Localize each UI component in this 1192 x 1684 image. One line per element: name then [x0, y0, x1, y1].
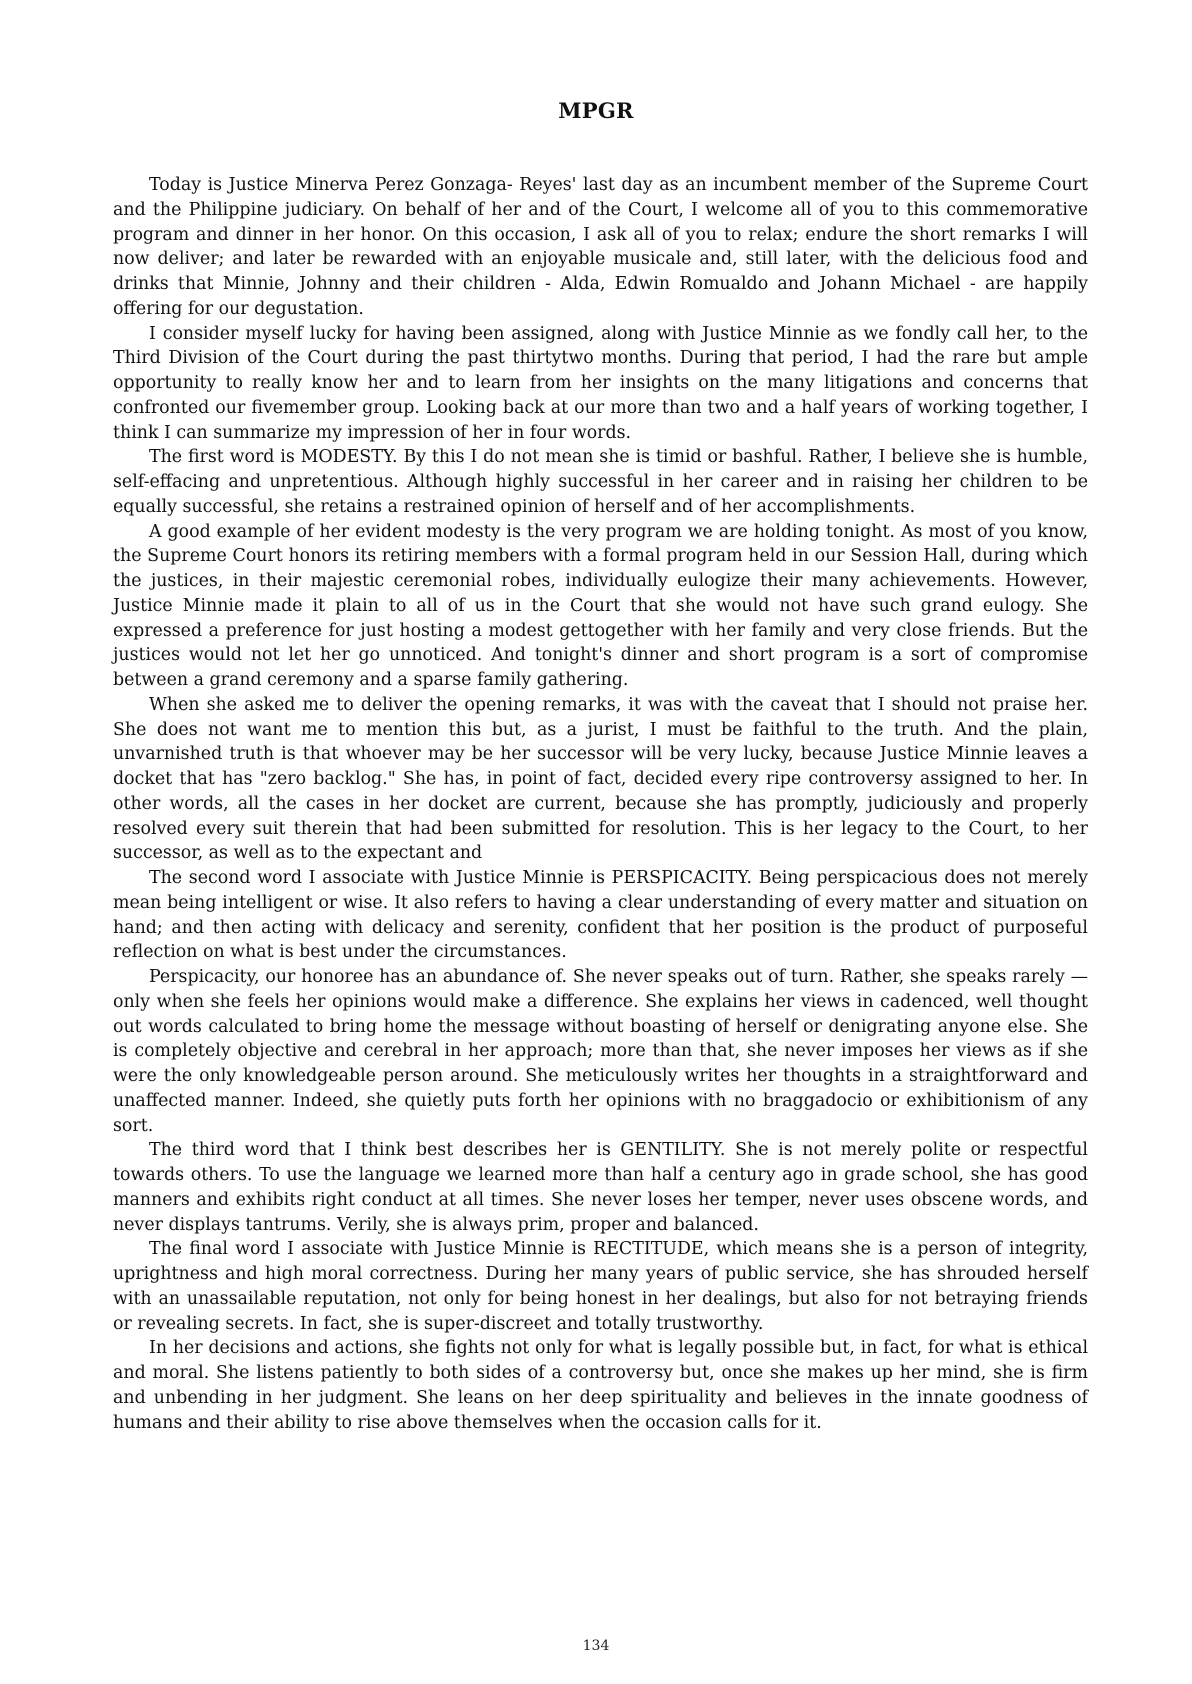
page-number: 134 [582, 1638, 610, 1654]
paragraph: In her decisions and actions, she fights not only for what is legally possible but, in fact, for what is ethical and moral. She listens patiently to both sides of a controversy but, once she makes up her mind, she is firm and unbending in her judgment. She leans on her deep spirituality and believes in the innate goodness of humans and their ability to rise above themselves when the occasion calls for it. [113, 1338, 1088, 1433]
paragraph: The first word is MODESTY. By this I do not mean she is timid or bashful. Rather, I believe she is humble, self-effacing and unpretentious. Although highly successful in her career and in raising her children to be equally successful, she retains a restrained opinion of herself and of her accomplishments. [113, 447, 1088, 517]
paragraph: When she asked me to deliver the opening remarks, it was with the caveat that I should not praise her. She does not want me to mention this but, as a jurist, I must be faithful to the truth. And the plain, unvarnished truth is that whoever may be her successor will be very lucky, because Justice Minnie leaves a docket that has "zero backlog." She has, in point of fact, decided every ripe controversy assigned to her. In other words, all the cases in her docket are current, because she has promptly, judiciously and properly resolved every suit therein that had been submitted for resolution. This is her legacy to the Court, to her successor, as well as to the expectant and [113, 694, 1088, 864]
paragraph: Perspicacity, our honoree has an abundance of. She never speaks out of turn. Rather, she speaks rarely — only when she feels her opinions would make a difference. She explains her views in cadenced, well thought out words calculated to bring home the message without boasting of herself or denigrating anyone else. She is completely objective and cerebral in her approach; more than that, she never imposes her views as if she were the only knowledgeable person around. She meticulously writes her thoughts in a straightforward and unaffected manner. Indeed, she quietly puts forth her opinions with no braggadocio or exhibitionism of any sort. [113, 967, 1088, 1136]
paragraph: A good example of her evident modesty is the very program we are holding tonight. As most of you know, the Supreme Court honors its retiring members with a formal program held in our Session Hall, during which the justices, in their majestic ceremonial robes, individually eulogize their many achievements. However, Justice Minnie made it plain to all of us in the Court that she would not have such grand eulogy. She expressed a preference for just hosting a modest gettogether with her family and very close friends. But the justices would not let her go unnoticed. And tonight's dinner and short program is a sort of compromise between a grand ceremony and a sparse family gathering. [113, 521, 1088, 690]
paragraph: The second word I associate with Justice Minnie is PERSPICACITY. Being perspicacious does not merely mean being intelligent or wise. It also refers to having a clear understanding of every matter and situation on hand; and then acting with delicacy and serenity, confident that her position is the product of purposeful reflection on what is best under the circumstances. [113, 868, 1088, 963]
paragraph: Today is Justice Minerva Perez Gonzaga- Reyes' last day as an incumbent member of the Supreme Court and the Philippine judiciary. On behalf of her and of the Court, I welcome all of you to this commemorative program and dinner in her honor. On this occasion, I ask all of you to relax; endure the short remarks I will now deliver; and later be rewarded with an enjoyable musicale and, still later, with the delicious food and drinks that Minnie, Johnny and their children - Alda, Edwin Romualdo and Johann Michael - are happily offering for our degustation. [113, 175, 1088, 319]
body-text [113, 173, 1088, 1435]
page-title: MPGR [558, 98, 634, 123]
paragraph: The final word I associate with Justice Minnie is RECTITUDE, which means she is a person of integrity, uprightness and high moral correctness. During her many years of public service, she has shrouded herself with an unassailable reputation, not only for being honest in her dealings, but also for not betraying friends or revealing secrets. In fact, she is super-discreet and totally trustworthy. [113, 1239, 1088, 1334]
paragraph: The third word that I think best describes her is GENTILITY. She is not merely polite or respectful towards others. To use the language we learned more than half a century ago in grade school, she has good manners and exhibits right conduct at all times. She never loses her temper, never uses obscene words, and never displays tantrums. Verily, she is always prim, proper and balanced. [113, 1140, 1088, 1235]
paragraph: I consider myself lucky for having been assigned, along with Justice Minnie as we fondly call her, to the Third Division of the Court during the past thirtytwo months. During that period, I had the rare but ample opportunity to really know her and to learn from her insights on the many litigations and concerns that confronted our fivemember group. Looking back at our more than two and a half years of working together, I think I can summarize my impression of her in four words. [113, 323, 1088, 443]
